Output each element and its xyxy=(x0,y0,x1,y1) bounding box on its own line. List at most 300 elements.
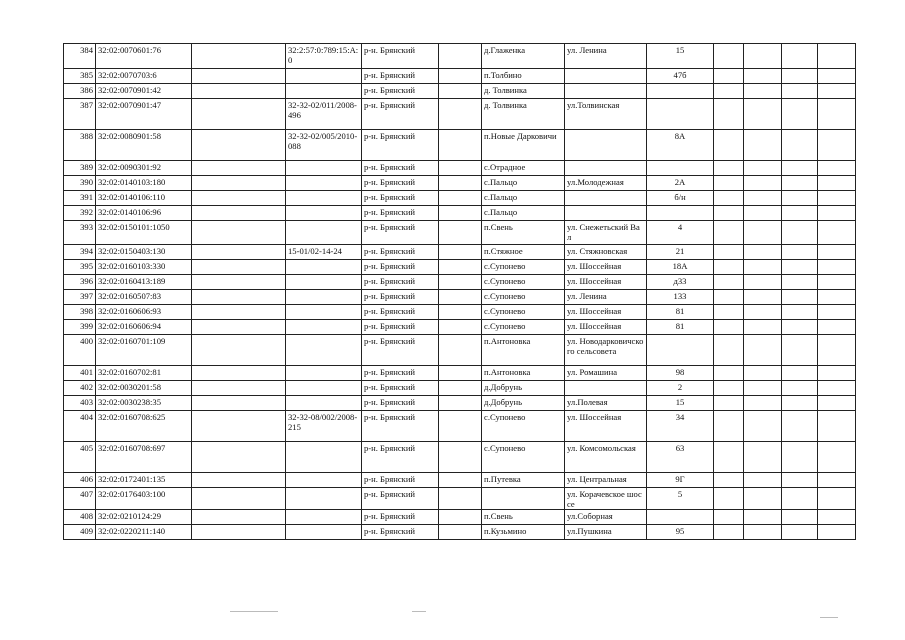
registration-number xyxy=(286,260,362,275)
district: р-н. Брянский xyxy=(362,130,439,161)
cell-empty xyxy=(818,488,856,510)
locality: д. Толвинка xyxy=(482,84,565,99)
cell-empty xyxy=(192,335,286,366)
table-row xyxy=(64,290,856,305)
cell-empty xyxy=(192,290,286,305)
table-row xyxy=(64,510,856,525)
locality: с.Супонево xyxy=(482,305,565,320)
house-number xyxy=(647,335,714,366)
table-row xyxy=(64,411,856,442)
scan-artifact xyxy=(230,611,278,612)
cell-empty xyxy=(714,396,744,411)
registration-number xyxy=(286,161,362,176)
street: ул. Шоссейная xyxy=(565,320,647,335)
cell-empty xyxy=(782,411,818,442)
table-row xyxy=(64,206,856,221)
cadastral-number: 32:02:0080901:58 xyxy=(96,130,192,161)
cell-empty xyxy=(192,366,286,381)
cell-empty xyxy=(782,99,818,130)
cadastral-number: 32:02:0172401:135 xyxy=(96,473,192,488)
house-number: 21 xyxy=(647,245,714,260)
street: ул.Соборная xyxy=(565,510,647,525)
house-number: 4 xyxy=(647,221,714,245)
cell-empty xyxy=(192,275,286,290)
cell-empty xyxy=(439,366,482,381)
street: ул. Шоссейная xyxy=(565,275,647,290)
street xyxy=(565,161,647,176)
registration-number xyxy=(286,290,362,305)
cell-empty xyxy=(818,473,856,488)
cadastral-number: 32:02:0070901:42 xyxy=(96,84,192,99)
street: ул. Корачевское шоссе xyxy=(565,488,647,510)
registration-number xyxy=(286,275,362,290)
row-number: 398 xyxy=(64,305,96,320)
cell-empty xyxy=(744,510,782,525)
house-number: 34 xyxy=(647,411,714,442)
cell-empty xyxy=(192,381,286,396)
house-number: 133 xyxy=(647,290,714,305)
street: ул. Снежетьский Вал xyxy=(565,221,647,245)
cell-empty xyxy=(439,245,482,260)
table-row xyxy=(64,99,856,130)
cell-empty xyxy=(439,473,482,488)
table-row xyxy=(64,305,856,320)
cell-empty xyxy=(439,335,482,366)
cell-empty xyxy=(818,130,856,161)
cell-empty xyxy=(192,206,286,221)
cell-empty xyxy=(192,320,286,335)
cadastral-number: 32:02:0160507:83 xyxy=(96,290,192,305)
locality: п.Свень xyxy=(482,510,565,525)
row-number: 404 xyxy=(64,411,96,442)
cell-empty xyxy=(818,176,856,191)
cell-empty xyxy=(192,488,286,510)
cell-empty xyxy=(782,396,818,411)
row-number: 390 xyxy=(64,176,96,191)
cadastral-number: 32:02:0070703:6 xyxy=(96,69,192,84)
street xyxy=(565,206,647,221)
cell-empty xyxy=(439,260,482,275)
cell-empty xyxy=(782,245,818,260)
district: р-н. Брянский xyxy=(362,320,439,335)
cell-empty xyxy=(744,442,782,473)
locality: с.Пальцо xyxy=(482,176,565,191)
cell-empty xyxy=(818,206,856,221)
house-number xyxy=(647,161,714,176)
property-registry-table xyxy=(63,43,856,540)
cadastral-number: 32:02:0176403:100 xyxy=(96,488,192,510)
cadastral-number: 32:02:0160708:625 xyxy=(96,411,192,442)
cell-empty xyxy=(192,411,286,442)
cadastral-number: 32:02:0030201:58 xyxy=(96,381,192,396)
registration-number xyxy=(286,510,362,525)
row-number: 399 xyxy=(64,320,96,335)
registration-number: 32-32-02/005/2010-088 xyxy=(286,130,362,161)
row-number: 406 xyxy=(64,473,96,488)
cell-empty xyxy=(818,69,856,84)
cell-empty xyxy=(744,488,782,510)
table-row xyxy=(64,69,856,84)
table-row xyxy=(64,442,856,473)
cell-empty xyxy=(714,442,744,473)
street xyxy=(565,69,647,84)
cell-empty xyxy=(782,290,818,305)
house-number: 9Г xyxy=(647,473,714,488)
registration-number xyxy=(286,381,362,396)
district: р-н. Брянский xyxy=(362,381,439,396)
locality: п.Антоновка xyxy=(482,335,565,366)
table-row xyxy=(64,44,856,69)
cell-empty xyxy=(714,290,744,305)
cell-empty xyxy=(818,510,856,525)
cadastral-number: 32:02:0210124:29 xyxy=(96,510,192,525)
cell-empty xyxy=(439,275,482,290)
cell-empty xyxy=(744,473,782,488)
cell-empty xyxy=(439,161,482,176)
cell-empty xyxy=(192,44,286,69)
district: р-н. Брянский xyxy=(362,245,439,260)
cell-empty xyxy=(192,176,286,191)
row-number: 409 xyxy=(64,525,96,540)
house-number xyxy=(647,99,714,130)
cell-empty xyxy=(744,191,782,206)
house-number: 63 xyxy=(647,442,714,473)
district: р-н. Брянский xyxy=(362,305,439,320)
row-number: 391 xyxy=(64,191,96,206)
house-number: 47б xyxy=(647,69,714,84)
cell-empty xyxy=(714,176,744,191)
house-number: 18А xyxy=(647,260,714,275)
cell-empty xyxy=(439,206,482,221)
cell-empty xyxy=(192,130,286,161)
district: р-н. Брянский xyxy=(362,176,439,191)
district: р-н. Брянский xyxy=(362,44,439,69)
house-number xyxy=(647,206,714,221)
cadastral-number: 32:02:0090301:92 xyxy=(96,161,192,176)
cell-empty xyxy=(714,44,744,69)
cadastral-number: 32:02:0030238:35 xyxy=(96,396,192,411)
cell-empty xyxy=(818,99,856,130)
cell-empty xyxy=(439,221,482,245)
cell-empty xyxy=(782,335,818,366)
table-row xyxy=(64,191,856,206)
district: р-н. Брянский xyxy=(362,161,439,176)
cell-empty xyxy=(818,305,856,320)
locality: с.Супонево xyxy=(482,275,565,290)
cell-empty xyxy=(782,381,818,396)
cell-empty xyxy=(818,381,856,396)
cell-empty xyxy=(714,260,744,275)
table-row xyxy=(64,161,856,176)
row-number: 384 xyxy=(64,44,96,69)
cell-empty xyxy=(782,221,818,245)
cell-empty xyxy=(818,320,856,335)
cell-empty xyxy=(744,176,782,191)
cell-empty xyxy=(818,191,856,206)
district: р-н. Брянский xyxy=(362,84,439,99)
street: ул. Центральная xyxy=(565,473,647,488)
cell-empty xyxy=(714,245,744,260)
cell-empty xyxy=(714,335,744,366)
house-number: д33 xyxy=(647,275,714,290)
cell-empty xyxy=(192,396,286,411)
row-number: 385 xyxy=(64,69,96,84)
cell-empty xyxy=(714,510,744,525)
locality: с.Супонево xyxy=(482,320,565,335)
scan-artifact xyxy=(412,611,426,612)
table-row xyxy=(64,245,856,260)
table-row xyxy=(64,84,856,99)
house-number: 98 xyxy=(647,366,714,381)
cell-empty xyxy=(714,473,744,488)
row-number: 396 xyxy=(64,275,96,290)
cell-empty xyxy=(744,69,782,84)
cadastral-number: 32:02:0070901:47 xyxy=(96,99,192,130)
table-row xyxy=(64,260,856,275)
house-number: 81 xyxy=(647,320,714,335)
street: ул. Шоссейная xyxy=(565,305,647,320)
district: р-н. Брянский xyxy=(362,290,439,305)
cell-empty xyxy=(714,411,744,442)
cell-empty xyxy=(744,206,782,221)
cell-empty xyxy=(744,275,782,290)
cell-empty xyxy=(782,320,818,335)
cell-empty xyxy=(192,305,286,320)
cadastral-number: 32:02:0160606:94 xyxy=(96,320,192,335)
cell-empty xyxy=(782,176,818,191)
locality: п.Антоновка xyxy=(482,366,565,381)
cell-empty xyxy=(714,305,744,320)
cadastral-number: 32:02:0140106:110 xyxy=(96,191,192,206)
cell-empty xyxy=(782,206,818,221)
cell-empty xyxy=(714,525,744,540)
cadastral-number: 32:02:0160701:109 xyxy=(96,335,192,366)
cell-empty xyxy=(818,84,856,99)
registration-number xyxy=(286,206,362,221)
cell-empty xyxy=(439,411,482,442)
cell-empty xyxy=(192,442,286,473)
house-number: 2 xyxy=(647,381,714,396)
table-row xyxy=(64,381,856,396)
house-number xyxy=(647,84,714,99)
cell-empty xyxy=(439,381,482,396)
cell-empty xyxy=(439,525,482,540)
house-number: 15 xyxy=(647,44,714,69)
district: р-н. Брянский xyxy=(362,411,439,442)
cell-empty xyxy=(744,525,782,540)
locality: п.Новые Дарковичи xyxy=(482,130,565,161)
row-number: 393 xyxy=(64,221,96,245)
cell-empty xyxy=(439,510,482,525)
table-row xyxy=(64,176,856,191)
cadastral-number: 32:02:0070601:76 xyxy=(96,44,192,69)
cell-empty xyxy=(714,69,744,84)
house-number: 15 xyxy=(647,396,714,411)
cell-empty xyxy=(744,245,782,260)
cell-empty xyxy=(818,275,856,290)
row-number: 407 xyxy=(64,488,96,510)
cell-empty xyxy=(192,260,286,275)
district: р-н. Брянский xyxy=(362,99,439,130)
cell-empty xyxy=(744,260,782,275)
registration-number xyxy=(286,191,362,206)
cell-empty xyxy=(714,366,744,381)
row-number: 397 xyxy=(64,290,96,305)
district: р-н. Брянский xyxy=(362,473,439,488)
row-number: 408 xyxy=(64,510,96,525)
street: ул. Шоссейная xyxy=(565,411,647,442)
street xyxy=(565,84,647,99)
cadastral-number: 32:02:0140106:96 xyxy=(96,206,192,221)
cadastral-number: 32:02:0160606:93 xyxy=(96,305,192,320)
cell-empty xyxy=(818,245,856,260)
cell-empty xyxy=(439,191,482,206)
registration-number xyxy=(286,525,362,540)
row-number: 400 xyxy=(64,335,96,366)
street: ул.Молодежная xyxy=(565,176,647,191)
cell-empty xyxy=(818,396,856,411)
cell-empty xyxy=(782,275,818,290)
cadastral-number: 32:02:0160708:697 xyxy=(96,442,192,473)
cell-empty xyxy=(744,130,782,161)
locality: с.Отрадное xyxy=(482,161,565,176)
cell-empty xyxy=(439,305,482,320)
cell-empty xyxy=(782,84,818,99)
locality: п.Толбино xyxy=(482,69,565,84)
cell-empty xyxy=(782,442,818,473)
locality: п.Свень xyxy=(482,221,565,245)
cell-empty xyxy=(439,44,482,69)
cell-empty xyxy=(818,221,856,245)
row-number: 387 xyxy=(64,99,96,130)
cell-empty xyxy=(439,69,482,84)
registration-number: 32-32-02/011/2008-496 xyxy=(286,99,362,130)
cell-empty xyxy=(744,396,782,411)
cell-empty xyxy=(192,510,286,525)
cell-empty xyxy=(744,84,782,99)
cadastral-number: 32:02:0150101:1050 xyxy=(96,221,192,245)
cell-empty xyxy=(714,488,744,510)
registration-number xyxy=(286,396,362,411)
cell-empty xyxy=(782,305,818,320)
locality: с.Супонево xyxy=(482,442,565,473)
locality: с.Супонево xyxy=(482,411,565,442)
row-number: 405 xyxy=(64,442,96,473)
district: р-н. Брянский xyxy=(362,525,439,540)
cell-empty xyxy=(714,221,744,245)
street: ул. Стяжновская xyxy=(565,245,647,260)
district: р-н. Брянский xyxy=(362,221,439,245)
cell-empty xyxy=(782,161,818,176)
table-row xyxy=(64,320,856,335)
cell-empty xyxy=(744,335,782,366)
house-number: 95 xyxy=(647,525,714,540)
registration-number: 15-01/02-14-24 xyxy=(286,245,362,260)
cell-empty xyxy=(818,260,856,275)
district: р-н. Брянский xyxy=(362,335,439,366)
cell-empty xyxy=(818,366,856,381)
cell-empty xyxy=(714,84,744,99)
row-number: 401 xyxy=(64,366,96,381)
cell-empty xyxy=(782,366,818,381)
cell-empty xyxy=(818,442,856,473)
cell-empty xyxy=(818,335,856,366)
cell-empty xyxy=(714,191,744,206)
cell-empty xyxy=(744,290,782,305)
scan-artifact xyxy=(820,617,838,618)
row-number: 402 xyxy=(64,381,96,396)
registration-number xyxy=(286,84,362,99)
cell-empty xyxy=(192,221,286,245)
cell-empty xyxy=(744,320,782,335)
cell-empty xyxy=(818,411,856,442)
house-number: 5 xyxy=(647,488,714,510)
street: ул. Ленина xyxy=(565,44,647,69)
cadastral-number: 32:02:0160702:81 xyxy=(96,366,192,381)
cell-empty xyxy=(782,525,818,540)
street xyxy=(565,191,647,206)
cell-empty xyxy=(782,44,818,69)
table-row xyxy=(64,473,856,488)
registration-number xyxy=(286,335,362,366)
row-number: 388 xyxy=(64,130,96,161)
street: ул. Ленина xyxy=(565,290,647,305)
cell-empty xyxy=(744,221,782,245)
row-number: 394 xyxy=(64,245,96,260)
house-number: 2А xyxy=(647,176,714,191)
table-row xyxy=(64,275,856,290)
district: р-н. Брянский xyxy=(362,488,439,510)
registration-number xyxy=(286,488,362,510)
cell-empty xyxy=(782,260,818,275)
cell-empty xyxy=(192,525,286,540)
cell-empty xyxy=(192,161,286,176)
street: ул. Ромашина xyxy=(565,366,647,381)
cell-empty xyxy=(744,411,782,442)
cell-empty xyxy=(714,206,744,221)
cell-empty xyxy=(714,99,744,130)
cadastral-number: 32:02:0220211:140 xyxy=(96,525,192,540)
cell-empty xyxy=(439,99,482,130)
row-number: 395 xyxy=(64,260,96,275)
cell-empty xyxy=(439,176,482,191)
cell-empty xyxy=(714,381,744,396)
cell-empty xyxy=(782,69,818,84)
table-row xyxy=(64,488,856,510)
locality: с.Пальцо xyxy=(482,191,565,206)
cell-empty xyxy=(818,525,856,540)
street: ул. Комсомольская xyxy=(565,442,647,473)
street xyxy=(565,381,647,396)
locality: с.Пальцо xyxy=(482,206,565,221)
row-number: 403 xyxy=(64,396,96,411)
row-number: 389 xyxy=(64,161,96,176)
district: р-н. Брянский xyxy=(362,275,439,290)
registration-number xyxy=(286,69,362,84)
cell-empty xyxy=(744,99,782,130)
table-row xyxy=(64,525,856,540)
table-row xyxy=(64,396,856,411)
district: р-н. Брянский xyxy=(362,396,439,411)
table-row xyxy=(64,366,856,381)
cell-empty xyxy=(192,84,286,99)
house-number: 81 xyxy=(647,305,714,320)
street: ул.Толвинская xyxy=(565,99,647,130)
house-number: 8А xyxy=(647,130,714,161)
locality: п.Путевка xyxy=(482,473,565,488)
registration-number xyxy=(286,366,362,381)
registration-number xyxy=(286,305,362,320)
